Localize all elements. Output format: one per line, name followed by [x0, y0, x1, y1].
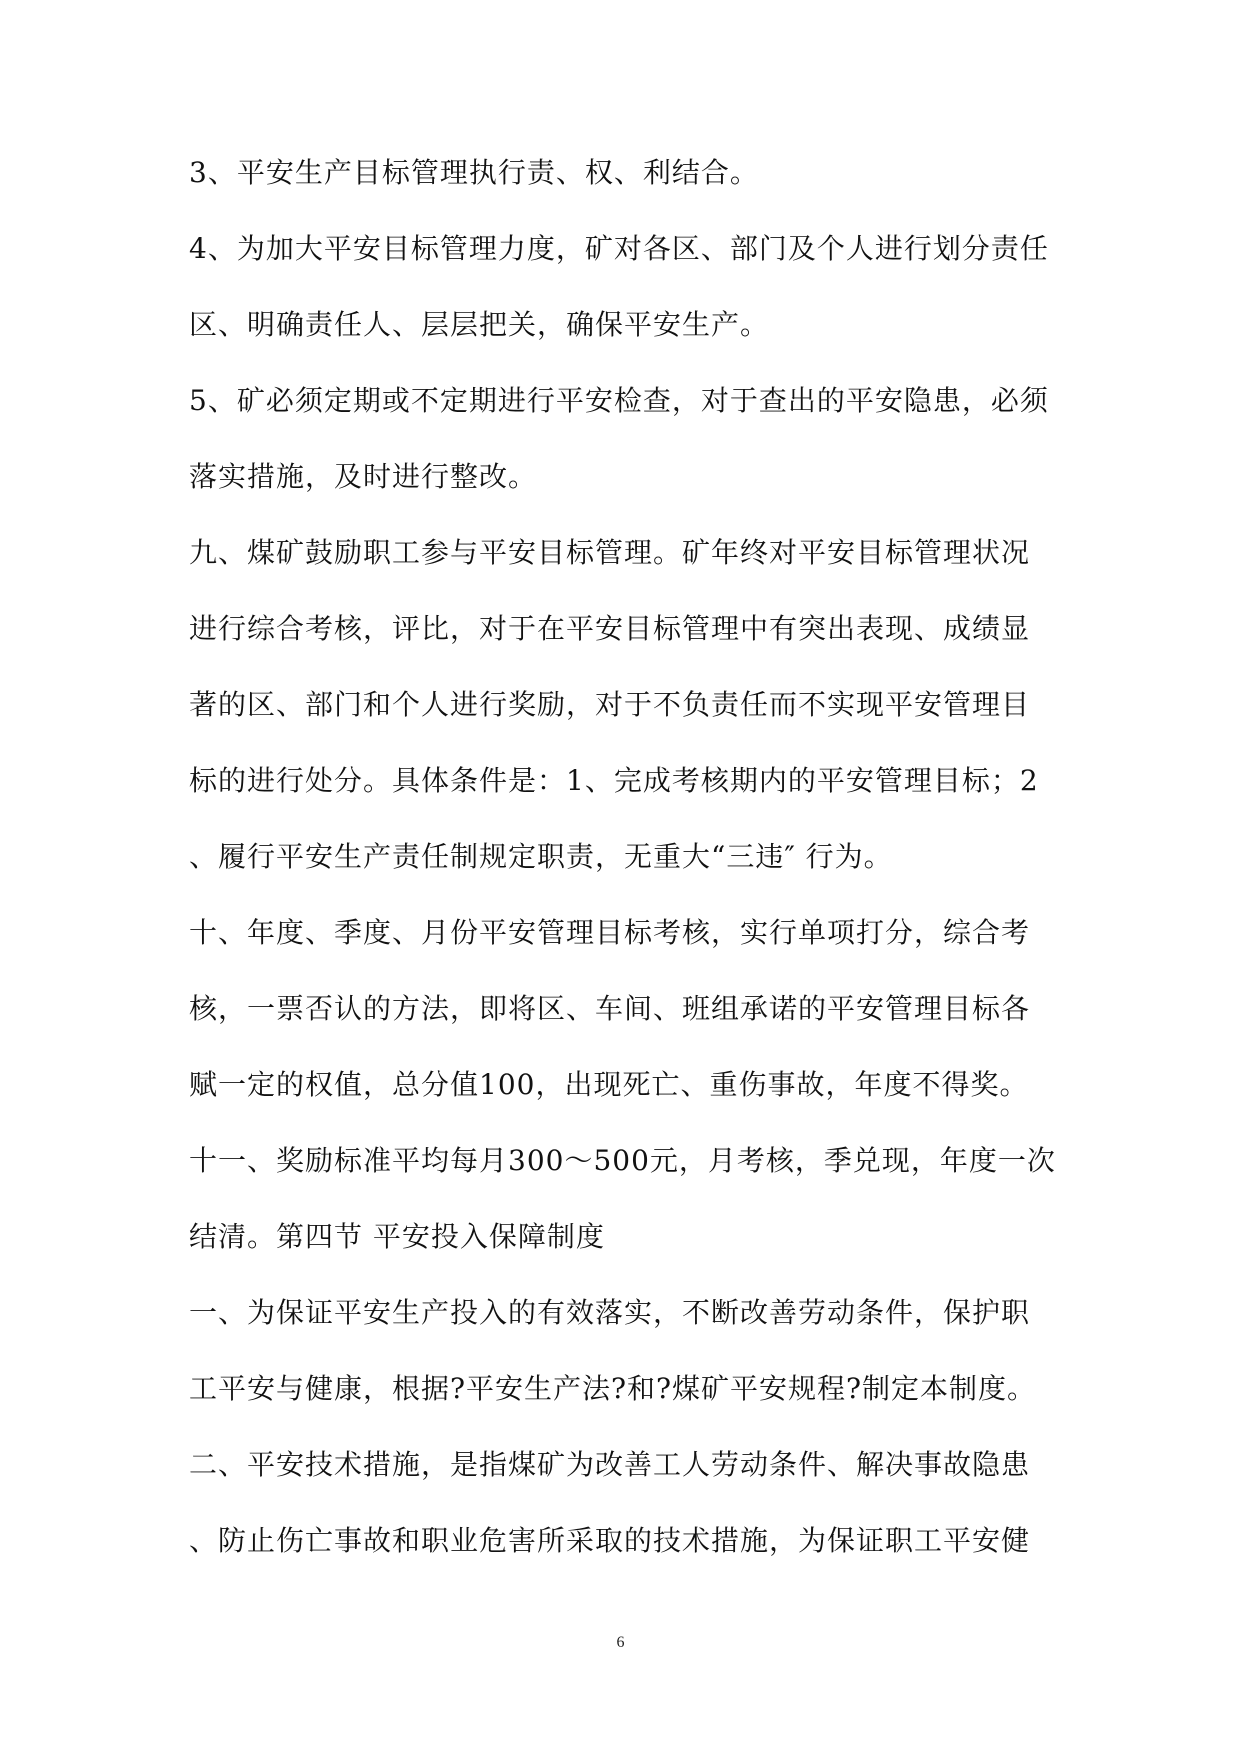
- text-line: 十一、奖励标准平均每月300～500元，月考核，季兑现，年度一次: [189, 1144, 1056, 1177]
- text-line: 著的区、部门和个人进行奖励，对于不负责任而不实现平安管理目: [189, 688, 1031, 721]
- text-line: 九、煤矿鼓励职工参与平安目标管理。矿年终对平安目标管理状况: [189, 536, 1031, 569]
- text-line: 、防止伤亡事故和职业危害所采取的技术措施，为保证职工平安健: [189, 1524, 1031, 1557]
- text-line: 区、明确责任人、层层把关，确保平安生产。: [189, 308, 770, 341]
- text-line: 标的进行处分。具体条件是：1、完成考核期内的平安管理目标；2: [189, 764, 1039, 797]
- page-number: 6: [616, 1634, 625, 1651]
- text-line: 二、平安技术措施，是指煤矿为改善工人劳动条件、解决事故隐患: [189, 1448, 1031, 1481]
- text-line: 3、平安生产目标管理执行责、权、利结合。: [189, 156, 759, 189]
- text-line: 落实措施，及时进行整改。: [189, 460, 538, 493]
- text-line: 工平安与健康，根据?平安生产法?和?煤矿平安规程?制定本制度。: [189, 1372, 1037, 1405]
- text-line: 核，一票否认的方法，即将区、车间、班组承诺的平安管理目标各: [189, 992, 1031, 1025]
- text-line: 、履行平安生产责任制规定职责，无重大“三违″ 行为。: [189, 840, 893, 873]
- text-line: 进行综合考核，评比，对于在平安目标管理中有突出表现、成绩显: [189, 612, 1031, 645]
- text-line: 5、矿必须定期或不定期进行平安检查，对于查出的平安隐患，必须: [189, 384, 1049, 417]
- text-line: 4、为加大平安目标管理力度，矿对各区、部门及个人进行划分责任: [189, 232, 1049, 265]
- text-line: 十、年度、季度、月份平安管理目标考核，实行单项打分，综合考: [189, 916, 1031, 949]
- text-line: 赋一定的权值，总分值100，出现死亡、重伤事故，年度不得奖。: [189, 1068, 1029, 1101]
- text-line: 结清。第四节 平安投入保障制度: [189, 1220, 605, 1253]
- text-line: 一、为保证平安生产投入的有效落实，不断改善劳动条件，保护职: [189, 1296, 1031, 1329]
